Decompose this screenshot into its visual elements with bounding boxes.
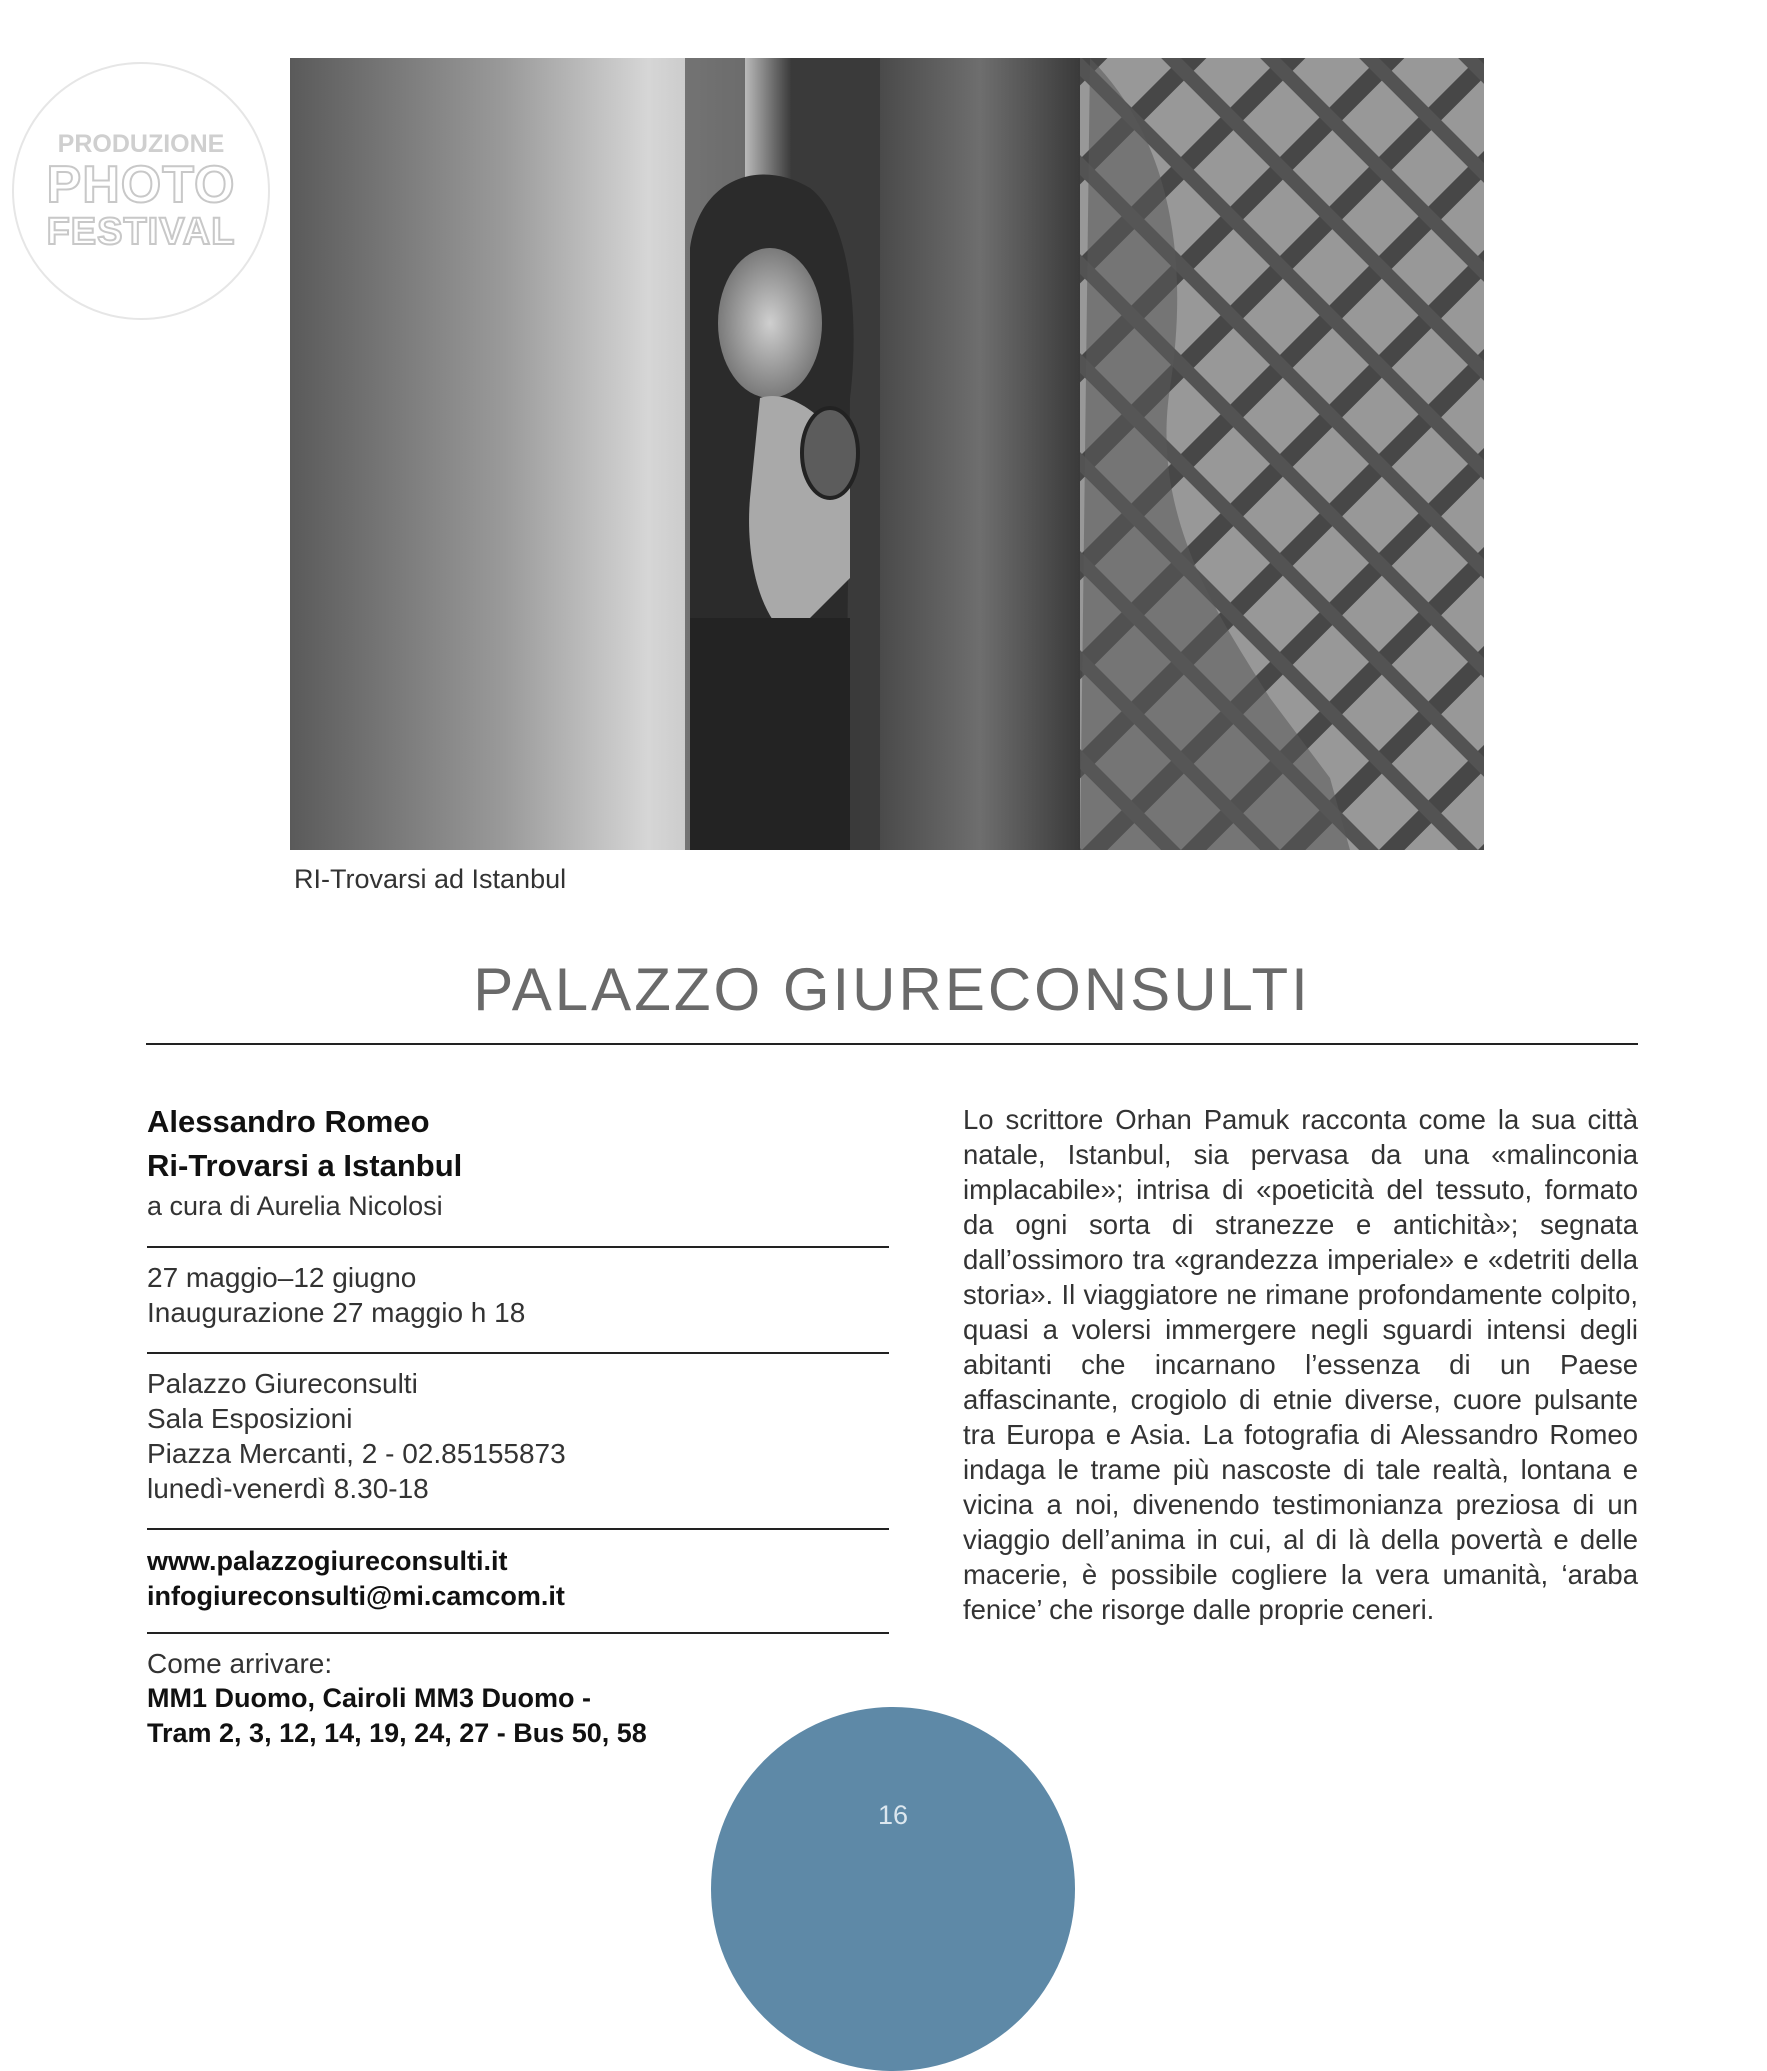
opening-time: Inaugurazione 27 maggio h 18 — [147, 1297, 526, 1328]
author-name: Alessandro Romeo — [147, 1104, 430, 1139]
logo-line-photo: PHOTO — [46, 156, 236, 214]
page-number: 16 — [877, 1800, 909, 1830]
page-number-circle — [711, 1707, 1075, 2071]
venue-address: Piazza Mercanti, 2 - 02.85155873 — [147, 1438, 566, 1469]
photo-illustration — [290, 58, 1484, 850]
section-title: PALAZZO GIURECONSULTI — [473, 956, 1311, 1023]
venue-name: Palazzo Giureconsulti — [147, 1368, 418, 1399]
festival-logo — [12, 62, 270, 320]
directions-metro: MM1 Duomo, Cairoli MM3 Duomo - — [147, 1683, 591, 1713]
curator: a cura di Aurelia Nicolosi — [147, 1191, 443, 1221]
venue-room: Sala Esposizioni — [147, 1403, 353, 1434]
opening-hours: lunedì-venerdì 8.30-18 — [147, 1473, 429, 1504]
title-divider — [146, 1043, 1638, 1045]
exhibition-title: Ri-Trovarsi a Istanbul — [147, 1148, 463, 1183]
photo-caption: RI-Trovarsi ad Istanbul — [294, 864, 567, 894]
website-link[interactable]: www.palazzogiureconsulti.it — [147, 1546, 508, 1576]
description-text: Lo scrittore Orhan Pamuk racconta come la sua città natale, Istanbul, sia pervasa da una «malinconia implacabile»; intrisa di «poeticità del tessuto, formato da ogni sorta di stranezze e antichità»; segnata dall’ossimoro tra «grandezza imperiale» e «detriti della storia». Il viaggiatore ne rimane profondamente colpito, quasi a volersi immergere negli sguardi intensi degli abitanti che incarnano l’essenza di un Paese affascinante, crogiolo di etnie diverse, cuore pulsante tra Europa e Asia. La fotografia di Alessandro Romeo indaga le trame più nascoste di tale realtà, lontana e vicina a noi, divenendo testimonianza preziosa di un viaggio dell’anima in cui, al di là della povertà e delle macerie, è possibile cogliere la vera umanità, ‘araba fenice’ che risorge dalle proprie ceneri. — [963, 1104, 1638, 1625]
exhibition-photo — [290, 58, 1484, 850]
exhibition-dates: 27 maggio–12 giugno — [147, 1262, 417, 1293]
directions-tram-bus: Tram 2, 3, 12, 14, 19, 24, 27 - Bus 50, 58 — [147, 1718, 647, 1748]
logo-line-festival: FESTIVAL — [46, 211, 236, 253]
directions-label: Come arrivare: — [147, 1648, 333, 1679]
dates-block — [147, 1248, 889, 1352]
exhibit-info — [147, 1100, 889, 1751]
venue-block — [147, 1354, 889, 1528]
logo-line-produzione: PRODUZIONE — [57, 130, 225, 158]
contacts-block — [147, 1530, 889, 1632]
directions-block — [147, 1634, 889, 1751]
email-link[interactable]: infogiureconsulti@mi.camcom.it — [147, 1581, 565, 1611]
